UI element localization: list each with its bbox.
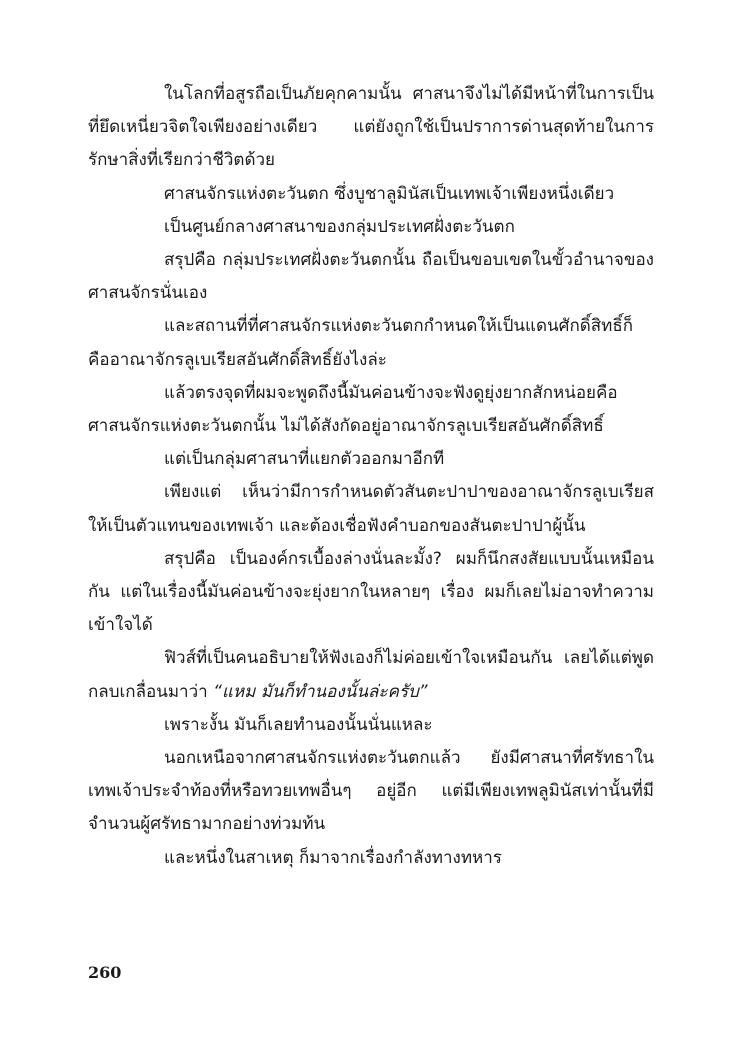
quoted-speech: “แหม มันก็ทำนองนั้นล่ะครับ” bbox=[213, 681, 428, 702]
paragraph-12: นอกเหนือจากศาสนจักรแห่งตะวันตกแล้ว ยังมีศาสนาที่ศรัทธาในเทพเจ้าประจำท้องที่หรือทวยเทพอื่นๆ อยู่อีก แต่มีเพียงเทพลูมินัสเท่านั้นที่มีจำนวนผู้ศรัทธามากอย่างท่วมท้น bbox=[88, 748, 654, 835]
paragraph-9: สรุปคือ เป็นองค์กรเบื้องล่างนั่นละมั้ง? ผมก็นึกสงสัยแบบนั้นเหมือนกัน แต่ในเรื่องนี้มันค่อนข้างจะยุ่งยากในหลายๆ เรื่อง ผมก็เลยไม่อาจทำความเข้าใจได้ bbox=[88, 548, 654, 636]
paragraph-8: เพียงแต่ เห็นว่ามีการกำหนดตัวสันตะปาปาของอาณาจักรลูเบเรียสให้เป็นตัวแทนของเทพเจ้า และต้องเชื่อฟังคำบอกของสันตะปาปาผู้นั้น bbox=[88, 482, 654, 536]
page-number: 260 bbox=[88, 963, 122, 982]
paragraph-11: เพราะงั้น มันก็เลยทำนองนั้นนั่นแหละ bbox=[164, 714, 433, 735]
paragraph-7: แต่เป็นกลุ่มศาสนาที่แยกตัวออกมาอีกที bbox=[164, 449, 445, 470]
paragraph-13: และหนึ่งในสาเหตุ ก็มาจากเรื่องกำลังทางทหาร bbox=[164, 847, 502, 868]
paragraph-4: สรุปคือ กลุ่มประเทศฝั่งตะวันตกนั้น ถือเป็นขอบเขตในขั้วอำนาจของศาสนจักรนั่นเอง bbox=[88, 250, 654, 304]
paragraph-10-text: ฟิวส์ที่เป็นคนอธิบายให้ฟังเองก็ไม่ค่อยเข้าใจเหมือนกัน เลยได้แต่พูดกลบเกลื่อนมาว่า bbox=[88, 648, 654, 702]
paragraph-5: และสถานที่ที่ศาสนจักรแห่งตะวันตกกำหนดให้เป็นแดนศักดิ์สิทธิ์ก็คืออาณาจักรลูเบเรียสอันศักดิ์สิทธิ์ยังไงล่ะ bbox=[88, 316, 634, 370]
paragraph-3: เป็นศูนย์กลางศาสนาของกลุ่มประเทศฝั่งตะวันตก bbox=[164, 216, 515, 237]
paragraph-1: ในโลกที่อสูรถือเป็นภัยคุกคามนั้น ศาสนาจึงไม่ได้มีหน้าที่ในการเป็นที่ยึดเหนี่ยวจิตใจเพียงอย่างเดียว แต่ยังถูกใช้เป็นปราการด่านสุดท้ายในการรักษาสิ่งที่เรียกว่าชีวิตด้วย bbox=[88, 84, 654, 171]
body-text bbox=[88, 78, 654, 875]
paragraph-2: ศาสนจักรแห่งตะวันตก ซึ่งบูชาลูมินัสเป็นเทพเจ้าเพียงหนึ่งเดียว bbox=[164, 183, 615, 204]
paragraph-6: แล้วตรงจุดที่ผมจะพูดถึงนี้มันค่อนข้างจะฟังดูยุ่งยากสักหน่อยคือศาสนจักรแห่งตะวันตกนั้น ไม่ได้สังกัดอยู่อาณาจักรลูเบเรียสอันศักดิ์สิทธิ์ bbox=[88, 382, 618, 437]
paragraph-10 bbox=[88, 642, 654, 708]
